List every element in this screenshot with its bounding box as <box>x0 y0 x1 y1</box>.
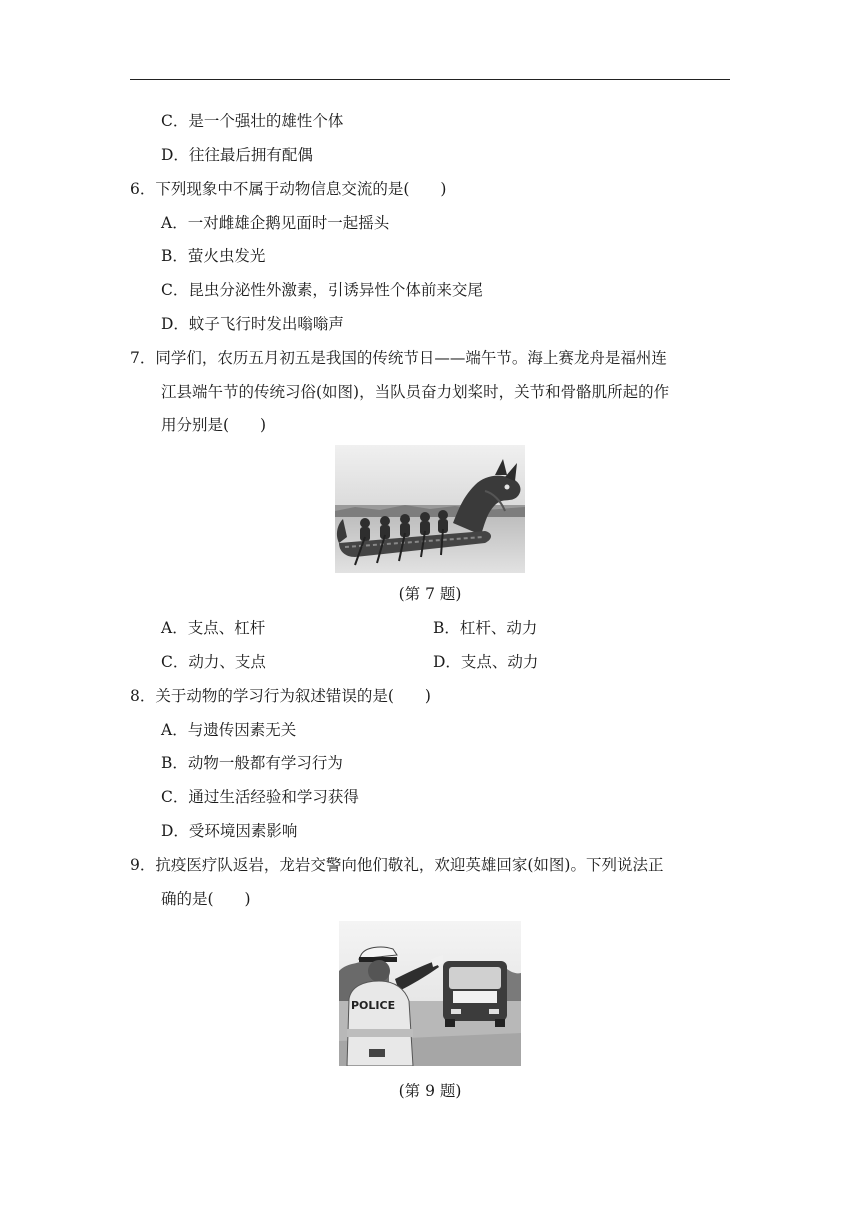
q9-stem-line1: 9．抗疫医疗队返岩，龙岩交警向他们敬礼，欢迎英雄回家(如图)。下列说法正 <box>130 856 664 874</box>
q6-option-d: D．蚊子飞行时发出嗡嗡声 <box>161 315 344 333</box>
figure9-caption: (第 9 题) <box>398 1082 462 1100</box>
q8-stem: 8．关于动物的学习行为叙述错误的是( ) <box>130 687 431 705</box>
q9-stem-line2: 确的是( ) <box>161 890 251 908</box>
police-vest-text: POLICE <box>351 999 396 1012</box>
q8-option-b: B．动物一般都有学习行为 <box>161 754 343 772</box>
q8-option-c: C．通过生活经验和学习获得 <box>161 788 359 806</box>
q8-option-a: A．与遗传因素无关 <box>161 721 297 739</box>
police-salute-photo <box>339 921 521 1066</box>
q7-stem-line2: 江县端午节的传统习俗(如图)，当队员奋力划桨时，关节和骨骼肌所起的作 <box>161 383 670 401</box>
q6-stem: 6．下列现象中不属于动物信息交流的是( ) <box>130 180 447 198</box>
q6-option-b: B．萤火虫发光 <box>161 247 266 265</box>
police-salute-illustration <box>339 921 521 1066</box>
q6-option-a: A．一对雌雄企鹅见面时一起摇头 <box>161 214 390 232</box>
header-rule <box>130 79 730 80</box>
q7-option-d: D．支点、动力 <box>433 653 539 671</box>
dragon-boat-illustration <box>335 445 525 573</box>
q7-option-c: C．动力、支点 <box>161 653 266 671</box>
q5-option-d: D．往往最后拥有配偶 <box>161 146 313 164</box>
q7-option-b: B．杠杆、动力 <box>433 619 538 637</box>
q8-option-d: D．受环境因素影响 <box>161 822 298 840</box>
figure7-caption: (第 7 题) <box>398 585 462 603</box>
q7-option-a: A．支点、杠杆 <box>161 619 266 637</box>
q7-stem-line3: 用分别是( ) <box>161 416 267 434</box>
q6-option-c: C．昆虫分泌性外激素，引诱异性个体前来交尾 <box>161 281 483 299</box>
dragon-boat-photo <box>335 445 525 573</box>
q5-option-c: C．是一个强壮的雄性个体 <box>161 112 344 130</box>
q7-stem-line1: 7．同学们，农历五月初五是我国的传统节日——端午节。海上赛龙舟是福州连 <box>130 349 667 367</box>
